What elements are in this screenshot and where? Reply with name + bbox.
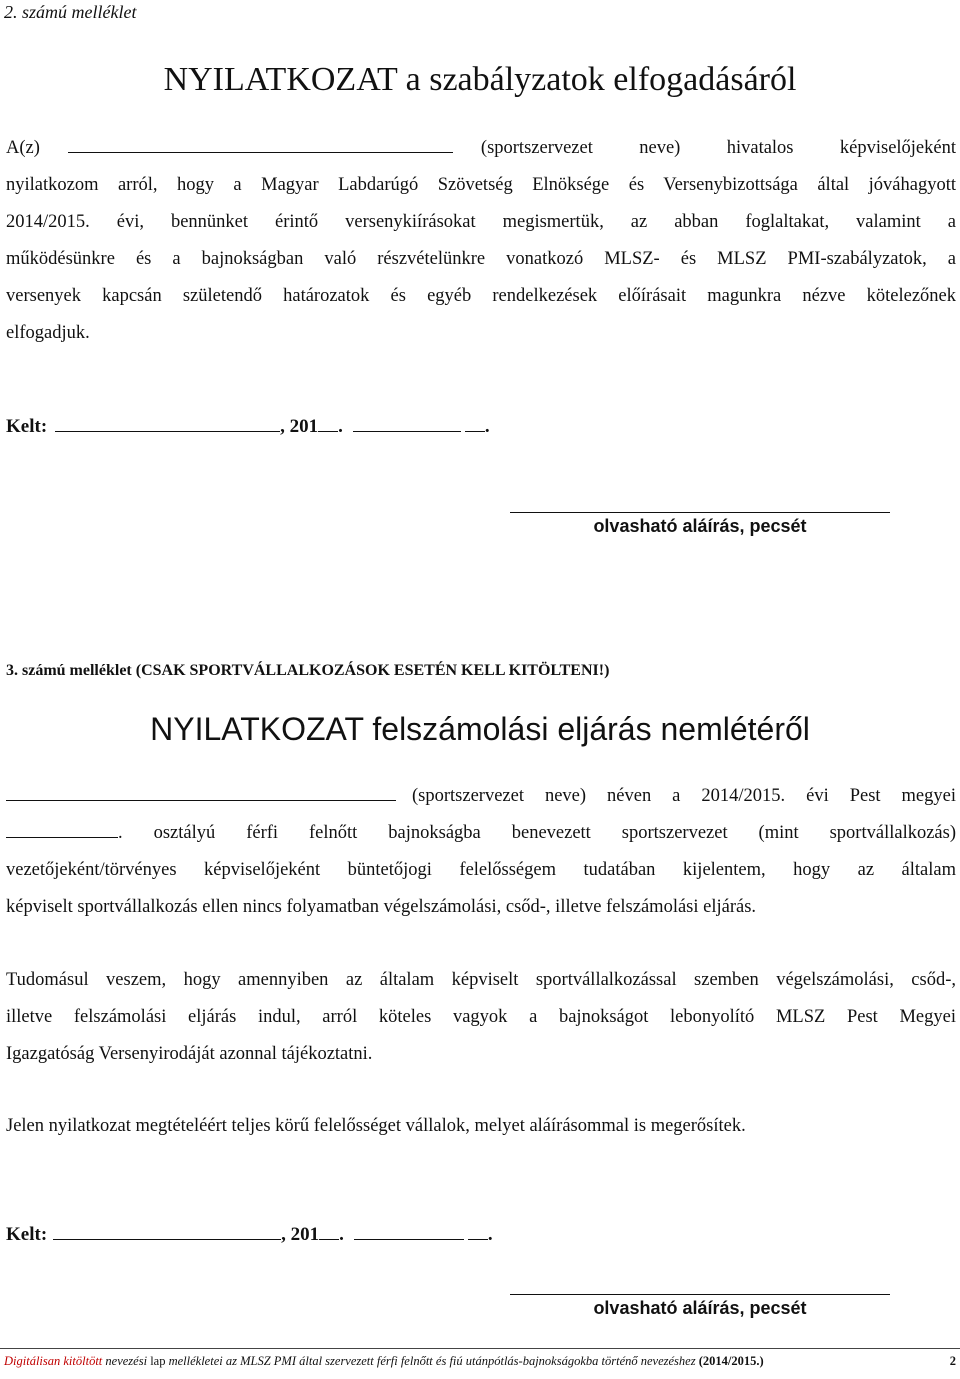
declaration-line: Tudomásul veszem, hogy amennyiben az általam képviselt sportvállalkozással szemben végelszámolási, csőd-, — [6, 970, 956, 990]
kelt-year-field[interactable] — [318, 431, 338, 432]
footer-text — [4, 1354, 764, 1369]
declaration-line: képviselt sportvállalkozás ellen nincs folyamatban végelszámolási, csőd-, illetve felszámolási eljárás. — [6, 897, 757, 917]
declaration-line: vezetőjeként/törvényes képviselőjeként büntetőjogi felelősségem tudatában kijelentem, hogy az általam — [6, 860, 956, 880]
declaration-line: (sportszervezet neve) hivatalos képviselőjeként — [480, 138, 956, 158]
sportorg-name-field[interactable] — [6, 800, 396, 801]
kelt-month-field[interactable] — [354, 1239, 464, 1240]
page-footer — [4, 1354, 956, 1369]
sportorg-name-field[interactable] — [68, 152, 453, 153]
league-class-field[interactable] — [6, 837, 118, 838]
annex-label: 2. számú melléklet — [4, 2, 137, 22]
page-number: 2 — [949, 1354, 956, 1368]
annex-label-number: 3. számú melléklet — [6, 662, 132, 679]
declaration-line: nyilatkozom arról, hogy a Magyar Labdarúgó Szövetség Elnöksége és Versenybizottsága által jóváhagyott — [6, 175, 956, 195]
signature-line[interactable] — [510, 512, 890, 513]
footer-divider — [0, 1348, 960, 1349]
annex-label-note: (CSAK SPORTVÁLLALKOZÁSOK ESETÉN KELL KITÖLTENI!) — [131, 662, 610, 679]
entity-prefix: A(z) — [6, 138, 40, 158]
kelt-year-field[interactable] — [319, 1239, 339, 1240]
footer-season: (2014/2015.) — [698, 1354, 764, 1368]
signature-caption: olvasható aláírás, pecsét — [593, 516, 807, 536]
signature-line[interactable] — [510, 1294, 890, 1295]
kelt-label: Kelt: — [6, 416, 48, 437]
declaration-line: 2014/2015. évi, bennünket érintő versenykiírásokat megismertük, az abban foglaltakat, valamint a — [6, 212, 956, 232]
responsibility-text: Jelen nyilatkozat megtételéért teljes körű felelősséget vállalok, melyet aláírásommal is megerősítek. — [6, 1116, 746, 1136]
footer-part: mellékletei az MLSZ PMI által szervezett férfi felnőtt és fiú utánpótlás-bajnokságokba történő nevezéshez — [165, 1354, 699, 1368]
kelt-dot: . — [338, 416, 343, 437]
kelt-day-field[interactable] — [465, 431, 485, 432]
kelt-dot: . — [339, 1224, 344, 1245]
acknowledgement-text — [6, 962, 956, 1073]
declaration-line: illetve felszámolási eljárás indul, arról köteles vagyok a bajnokságot lebonyolító MLSZ Pest Megyei — [6, 1007, 956, 1027]
declaration-line: (sportszervezet neve) néven a 2014/2015. évi Pest megyei — [412, 786, 956, 806]
page-title: NYILATKOZAT a szabályzatok elfogadásáról — [163, 61, 797, 98]
kelt-year: , 201 — [281, 1224, 320, 1245]
kelt-month-field[interactable] — [353, 431, 461, 432]
declaration-line: elfogadjuk. — [6, 323, 90, 343]
kelt-row — [6, 1224, 493, 1246]
declaration-line: működésünkre és a bajnokságban való részvételünkre vonatkozó MLSZ- és MLSZ PMI-szabályzatok, a — [6, 249, 956, 269]
annex-label — [6, 662, 609, 680]
signature-caption: olvasható aláírás, pecsét — [593, 1298, 807, 1318]
declaration-line: . osztályú férfi felnőtt bajnokságba benevezett sportszervezet (mint sportvállalkozás) — [118, 823, 956, 843]
kelt-year: , 201 — [280, 416, 319, 437]
kelt-dot: . — [484, 416, 490, 437]
footer-part: nevezési — [102, 1354, 151, 1368]
kelt-dot: . — [487, 1224, 493, 1245]
footer-highlight: Digitálisan kitöltött — [4, 1354, 103, 1368]
declaration-line: versenyek kapcsán születendő határozatok és egyéb rendelkezések előírásait magunkra nézve kötelezőnek — [6, 286, 956, 306]
footer-part: lap — [150, 1354, 166, 1368]
kelt-place-field[interactable] — [55, 431, 280, 432]
section-title: NYILATKOZAT felszámolási eljárás nemlétéről — [150, 711, 810, 747]
declaration-text — [6, 130, 956, 352]
insolvency-declaration — [6, 778, 956, 926]
kelt-day-field[interactable] — [468, 1239, 488, 1240]
kelt-label: Kelt: — [6, 1224, 48, 1245]
kelt-row — [6, 416, 490, 438]
declaration-line: Igazgatóság Versenyirodáját azonnal tájékoztatni. — [6, 1044, 373, 1064]
kelt-place-field[interactable] — [53, 1239, 281, 1240]
